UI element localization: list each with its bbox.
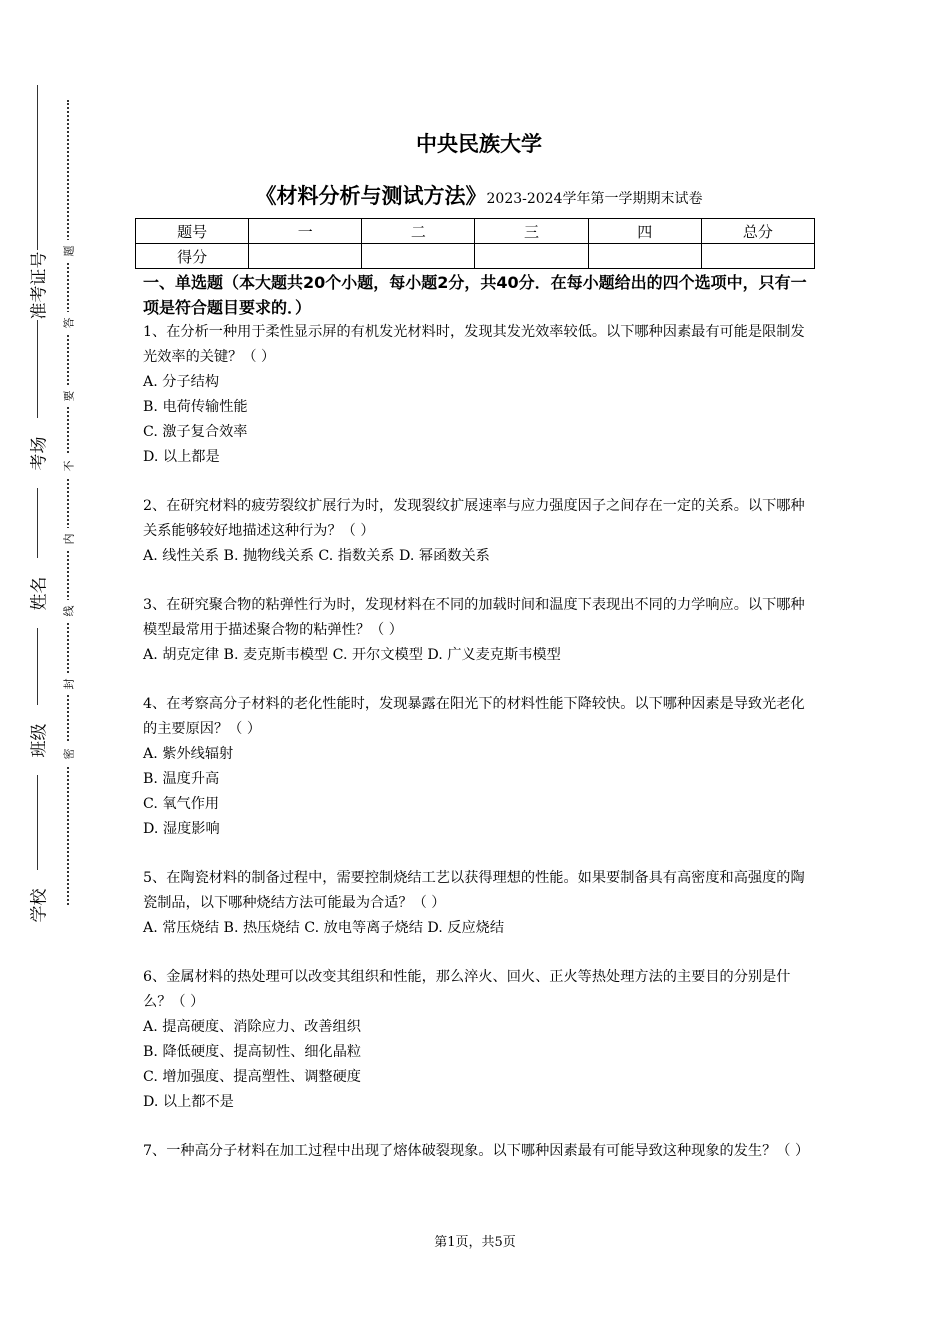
- option: C. 增加强度、提高塑性、调整硬度: [143, 1069, 361, 1085]
- seal-char: 要: [59, 385, 77, 407]
- binding-margin: [0, 0, 110, 1344]
- score-header-row: [136, 219, 815, 244]
- option: A. 分子结构: [143, 374, 220, 390]
- question-list: [143, 320, 815, 1188]
- option: C. 激子复合效率: [143, 424, 248, 440]
- question-stem: 4、在考察高分子材料的老化性能时，发现暴露在阳光下的材料性能下降较快。以下哪种因素是导致光老化的主要原因？（ ）: [143, 696, 805, 737]
- score-cell: 题号: [136, 219, 249, 244]
- question-4: [143, 692, 815, 842]
- option: B. 降低硬度、提高韧性、细化晶粒: [143, 1044, 362, 1060]
- question-5: [143, 866, 815, 941]
- label-admission-no: 准考证号: [19, 250, 55, 320]
- question-stem: 3、在研究聚合物的粘弹性行为时，发现材料在不同的加载时间和温度下表现出不同的力学响应。以下哪种模型最常用于描述聚合物的粘弹性？（ ）: [143, 597, 805, 638]
- option: A. 胡克定律 B. 麦克斯韦模型 C. 开尔文模型 D. 广义麦克斯韦模型: [143, 647, 561, 663]
- question-1: [143, 320, 815, 470]
- option: B. 温度升高: [143, 771, 220, 787]
- label-class: 班级: [19, 705, 55, 775]
- option: D. 湿度影响: [143, 821, 220, 837]
- score-cell: [588, 244, 701, 269]
- school-name: 中央民族大学: [416, 132, 542, 156]
- question-3: [143, 593, 815, 668]
- label-name: 姓名: [19, 558, 55, 628]
- label-exam-room: 考场: [19, 418, 55, 488]
- option: D. 以上都不是: [143, 1094, 234, 1110]
- seal-char: 线: [59, 600, 77, 622]
- question-stem: 2、在研究材料的疲劳裂纹扩展行为时，发现裂纹扩展速率与应力强度因子之间存在一定的关系。以下哪种关系能够较好地描述这种行为？（ ）: [143, 498, 805, 539]
- seal-char: 题: [59, 240, 77, 262]
- course-name: 《材料分析与测试方法》: [255, 184, 487, 208]
- binding-line: [37, 85, 38, 930]
- score-value-row: [136, 244, 815, 269]
- option: A. 常压烧结 B. 热压烧结 C. 放电等离子烧结 D. 反应烧结: [143, 920, 505, 936]
- score-cell: 总分: [701, 219, 814, 244]
- label-school: 学校: [19, 870, 55, 940]
- seal-char: 内: [59, 528, 77, 550]
- question-stem: 5、在陶瓷材料的制备过程中，需要控制烧结工艺以获得理想的性能。如果要制备具有高密度和高强度的陶瓷制品，以下哪种烧结方法可能最为合适？（ ）: [143, 870, 805, 911]
- section-heading: 一、单选题（本大题共20个小题，每小题2分，共40分．在每小题给出的四个选项中，只有一项是符合题目要求的．）: [143, 273, 807, 317]
- score-cell: 二: [362, 219, 475, 244]
- score-cell: 三: [475, 219, 588, 244]
- option: A. 提高硬度、消除应力、改善组织: [143, 1019, 361, 1035]
- option: A. 紫外线辐射: [143, 746, 234, 762]
- question-stem: 1、在分析一种用于柔性显示屏的有机发光材料时，发现其发光效率较低。以下哪种因素最有可能是限制发光效率的关键？（ ）: [143, 324, 805, 365]
- score-cell: 四: [588, 219, 701, 244]
- seal-char: 不: [59, 455, 77, 477]
- score-cell: [249, 244, 362, 269]
- question-2: [143, 494, 815, 569]
- question-6: [143, 965, 815, 1115]
- exam-title: [143, 180, 815, 210]
- option: D. 以上都是: [143, 449, 220, 465]
- seal-char: 密: [59, 743, 77, 765]
- score-cell: [701, 244, 814, 269]
- score-table: [135, 218, 815, 269]
- option: C. 氧气作用: [143, 796, 220, 812]
- seal-char: 答: [59, 312, 77, 334]
- option: B. 电荷传输性能: [143, 399, 248, 415]
- score-cell: 得分: [136, 244, 249, 269]
- option: A. 线性关系 B. 抛物线关系 C. 指数关系 D. 幂函数关系: [143, 548, 490, 564]
- seal-dotted-line: [67, 100, 69, 905]
- term-label: 2023-2024学年第一学期期末试卷: [486, 191, 703, 207]
- seal-char: 封: [59, 673, 77, 695]
- score-cell: [475, 244, 588, 269]
- page-footer: 第1页，共5页: [434, 1235, 516, 1250]
- question-7: [143, 1139, 815, 1164]
- question-stem: 6、金属材料的热处理可以改变其组织和性能，那么淬火、回火、正火等热处理方法的主要目的分别是什么？（ ）: [143, 969, 791, 1010]
- score-cell: 一: [249, 219, 362, 244]
- question-stem: 7、一种高分子材料在加工过程中出现了熔体破裂现象。以下哪种因素最有可能导致这种现象的发生？（ ）: [143, 1143, 810, 1159]
- score-cell: [362, 244, 475, 269]
